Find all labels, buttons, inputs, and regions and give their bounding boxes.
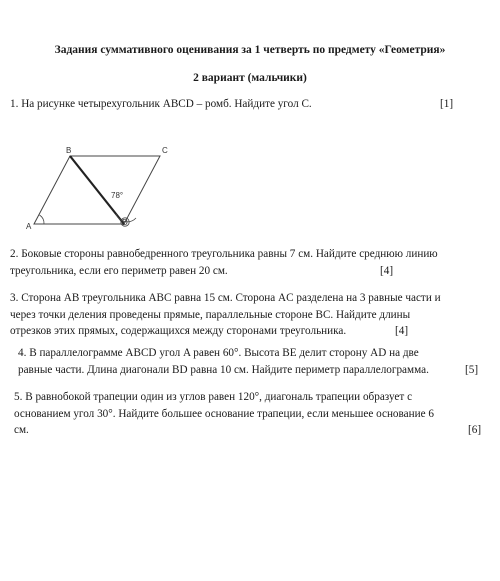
task-5 <box>14 389 490 439</box>
rhombus-diagram <box>24 146 204 236</box>
task-2-line-1: 2. Боковые стороны равнобедренного треугольника равны 7 см. Найдите среднюю линию <box>10 248 438 260</box>
task-4 <box>18 345 488 378</box>
vertex-label-d: D <box>122 218 128 227</box>
page-subtitle: 2 вариант (мальчики) <box>193 72 307 84</box>
rhombus-figure <box>24 146 204 236</box>
task-4-line-1: 4. В параллелограмме ABCD угол A равен 60°. Высота BE делит сторону AD на две <box>18 347 419 359</box>
task-3-line-3: отрезков этих прямых, содержащихся между сторонами треугольника. <box>10 325 347 337</box>
task-1-line-1: 1. На рисунке четырехугольник ABCD – ромб. Найдите угол C. <box>10 98 312 110</box>
task-5-line-3: см. <box>14 424 29 436</box>
task-3-line-1: 3. Сторона AB треугольника ABC равна 15 см. Сторона AC разделена на 3 равные части и <box>10 292 441 304</box>
vertex-label-a: A <box>26 222 32 231</box>
task-4-score: [5] <box>465 363 479 376</box>
vertex-label-b: B <box>66 146 72 155</box>
vertex-label-c: C <box>162 146 168 155</box>
task-1-score: [1] <box>440 98 454 110</box>
task-3-line-2: через точки деления проведены прямые, параллельные стороне BC. Найдите длины <box>10 308 411 321</box>
angle-label: 78° <box>111 191 124 200</box>
task-5-line-2: основанием угол 30°. Найдите большее основание трапеции, если меньшее основание 6 <box>14 407 434 420</box>
page-title: Задания суммативного оценивания за 1 четверть по предмету «Геометрия» <box>54 44 446 56</box>
task-3-score: [4] <box>395 325 409 337</box>
task-2 <box>10 246 490 279</box>
task-1 <box>10 96 480 113</box>
angle-arc-a <box>40 215 45 224</box>
task-2-score: [4] <box>380 264 394 277</box>
rhombus-diagonal-bd <box>70 156 124 224</box>
task-5-score: [6] <box>468 424 482 436</box>
task-3 <box>10 290 490 340</box>
task-5-line-1: 5. В равнобокой трапеции один из углов равен 120°, диагональ трапеции образует с <box>14 391 413 403</box>
task-2-line-2: треугольника, если его периметр равен 20 см. <box>10 264 228 277</box>
task-4-line-2: равные части. Длина диагонали BD равна 10 см. Найдите периметр параллелограмма. <box>18 363 429 376</box>
